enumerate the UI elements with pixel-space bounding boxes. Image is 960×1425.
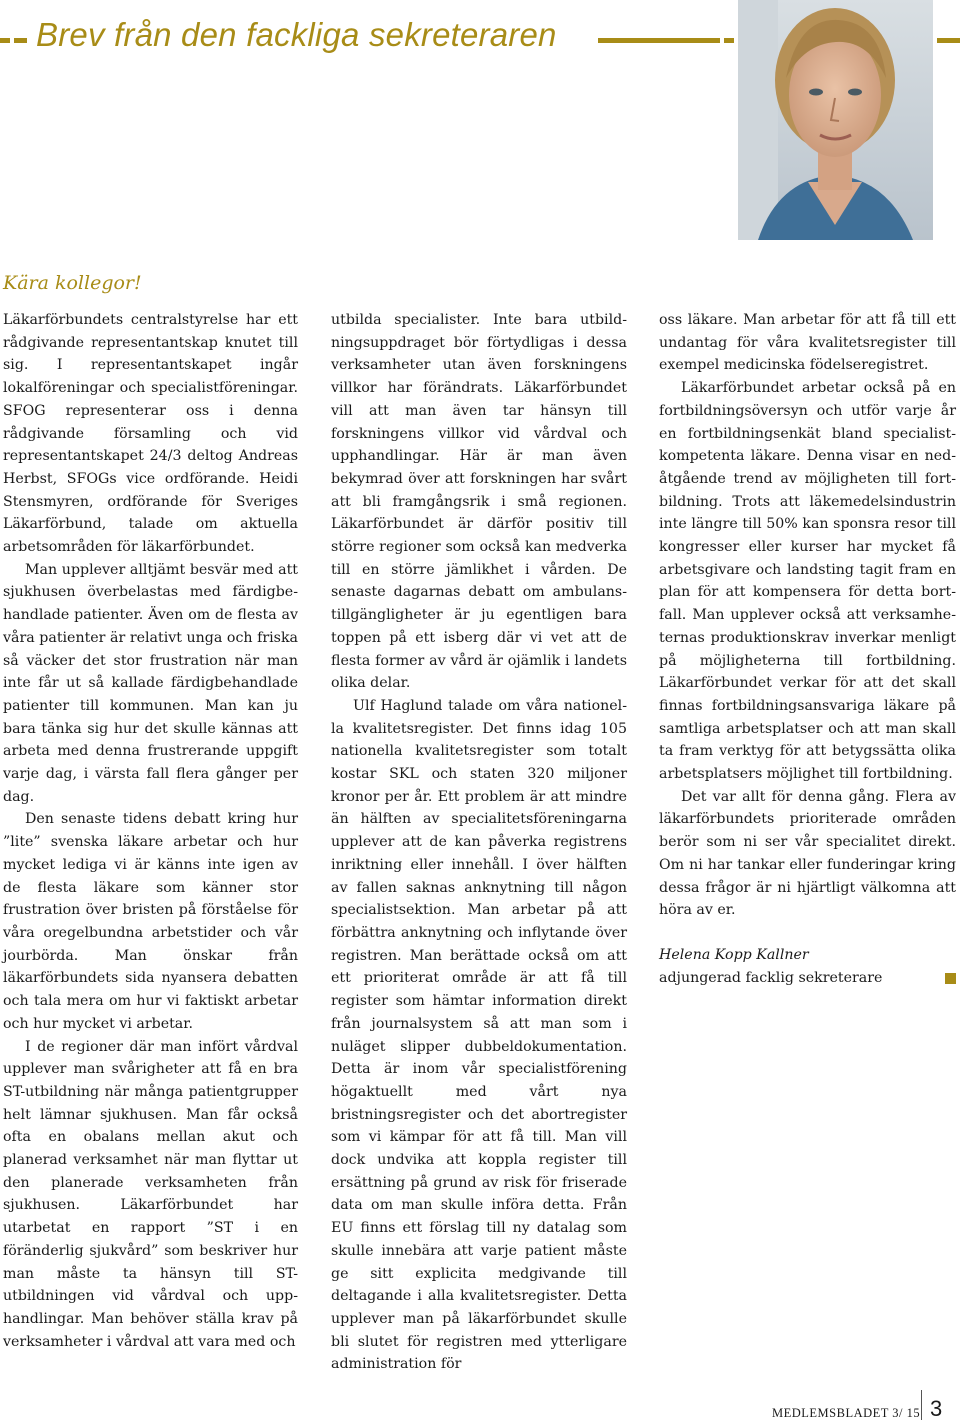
paragraph: Man upplever alltjämt besvär med att sjukhusen överbelastas med färdigbehandlade patienter. Även om de flesta av våra patienter är relativt unga och friska så väcker det stor frustration när man inte får ut så kallade färdigbehandlade patienter till kommunen. Man kan ju bara tänka sig hur det skulle kännas att arbeta med denna frustrerande uppgift varje dag, i värsta fall flera gånger per dag. — [3, 561, 298, 805]
paragraph: oss läkare. Man arbetar för att få till ett undantag för våra kvalitetsregister till exempel medicinska födelseregistret. — [659, 312, 956, 374]
signature-role: adjungerad facklig sekreterare — [659, 969, 883, 986]
header-rule-left-dash-1 — [0, 38, 10, 43]
paragraph: Läkarförbundets centralstyrelse har ett rådgivande representantskap knutet till sig. I representantskapet ingår lokalföreningar och specialistföreningar. SFOG representerar oss i denna rådgivande församling och vid representantskapet 24/3 deltog Andreas Herbst, SFOGs vice ordförande. Heidi Stensmyren, ordförande för Sveriges Läkarförbund, talade om aktuella arbetsområden för läkarförbundet. — [3, 312, 298, 556]
publication-name: MEDLEMSBLADET 3/ 15 — [772, 1406, 921, 1420]
author-portrait-photo — [738, 0, 933, 240]
text-column-1 — [3, 309, 298, 1353]
header-rule-right — [598, 38, 720, 43]
page-number: 3 — [930, 1396, 943, 1421]
portrait-illustration — [738, 0, 933, 240]
greeting: Kära kollegor! — [3, 272, 142, 294]
paragraph: Den senaste tidens debatt kring hur ”lite” svenska läkare arbetar och hur mycket lediga vi är känns inte igen av de flesta läkare som känner stor frustration över bristen på förståelse för våra oregelbundna arbetstider och vår jourbörda. Man önskar från läkarförbundets sida nyansera debatten och tala mera om hur vi faktiskt arbetar och hur mycket vi arbetar. — [3, 811, 298, 1032]
header-rule-left-dash-2 — [14, 38, 27, 43]
paragraph: utbilda specialister. Inte bara utbildningsuppdraget bör förtydligas i dessa verksamheter utan även forskningens villkor har förändrats. Läkarförbundet vill att man även tar hänsyn till forskningens villkor vid vårdval och upphandlingar. Här är man även bekymrad över att forskningen har svårt att bli framgångsrik i små regionen. Läkarförbundet är därför positiv till större regioner som också kan medverka till en större jämlikhet i vården. De senaste dagarnas debatt om ambulanstillgängligheter är ju egentligen bara toppen på ett isberg där vi vet att de flesta former av vård är ojämlik i landets olika delar. — [331, 312, 627, 692]
page-title: Brev från den fackliga sekreteraren — [36, 16, 557, 53]
signature-role-line — [659, 967, 956, 990]
signature-name: Helena Kopp Kallner — [659, 946, 809, 963]
header-rule-right-dash-1 — [724, 38, 734, 43]
footer-separator — [921, 1390, 922, 1420]
paragraph: Det var allt för denna gång. Flera av läkarförbundets prioriterade områden berör som ni ser vår specialitet direkt. Om ni har tankar eller funderingar kring dessa frågor är ni hjärtligt välkomna att höra av er. — [659, 788, 956, 919]
end-of-article-mark — [945, 973, 956, 984]
paragraph: Ulf Haglund talade om våra nationella kvalitetsregister. Det finns idag 105 nationella kvalitetsregister som totalt kostar SKL och staten 320 miljoner kronor per år. Ett problem är att mindre än hälften av specialitetsföreningarna upplever att de kan påverka registrens inriktning eller innehåll. I över hälften av fallen saknas anknytning till någon specialistsektion. Man arbetar på att förbättra anknytning och inflytande över registren. Man berättade också om att ett prioriterat område är att få till register som hämtar information direkt från journalsystem så att man som i nuläget slipper dubbeldokumentation. Detta är inom vår specialistförening högaktuellt med vårt nya bristningsregister och det abortregister som vi kämpar för att få till. Man vill dock undvika att koppla register till ersättning på grund av risk för friserade data om man skulle införa detta. Från EU finns ett förslag till ny datalag som skulle innebära att varje patient måste ge sitt explicita medgivande till deltagande i alla kvalitetsregister. Detta upplever man på läkarförbundet skulle bli slutet för registren med ytterligare administration för — [331, 697, 627, 1373]
header-rule-right-dash-2 — [937, 38, 960, 43]
paragraph: I de regioner där man infört vårdval upplever man svårigheter att få en bra ST-utbildning när många patientgrupper helt lämnar sjukhusen. Man får också ofta en obalans mellan akut och planerad verksamhet när man flyttar ut den planerade verksamheten från sjukhusen. Läkarförbundet har utarbetat en rapport ”ST i en föränderlig sjukvård” som beskriver hur man måste ta hänsyn till ST-utbildningen vid vårdval och upphandlingar. Man behöver ställa krav på verksamheter i vårdval att vara med och — [3, 1038, 298, 1350]
paragraph: Läkarförbundet arbetar också på en fortbildningsöversyn och utför varje år en fortbildningsenkät bland specialistkompetenta läkare. Denna visar en nedåtgående trend av möjligheten till fortbildning. Trots att läkemedelsindustrin inte längre till 50% kan sponsra resor till kongresser eller kurser har mycket få arbetsgivare och landsting tagit fram en plan för att kompensera för detta bortfall. Man upplever också att verksamheternas produktionskrav inverkar menligt på möjligheterna till fortbildning. Läkarförbundet verkar för att det skall finnas fortbildningsansvariga läkare på samtliga arbetsplatser och att man skall ta fram verktyg för att betygssätta olika arbetsplatsers möjlighet till fortbildning. — [659, 380, 956, 783]
text-column-3 — [659, 309, 956, 989]
text-column-2 — [331, 309, 627, 1376]
